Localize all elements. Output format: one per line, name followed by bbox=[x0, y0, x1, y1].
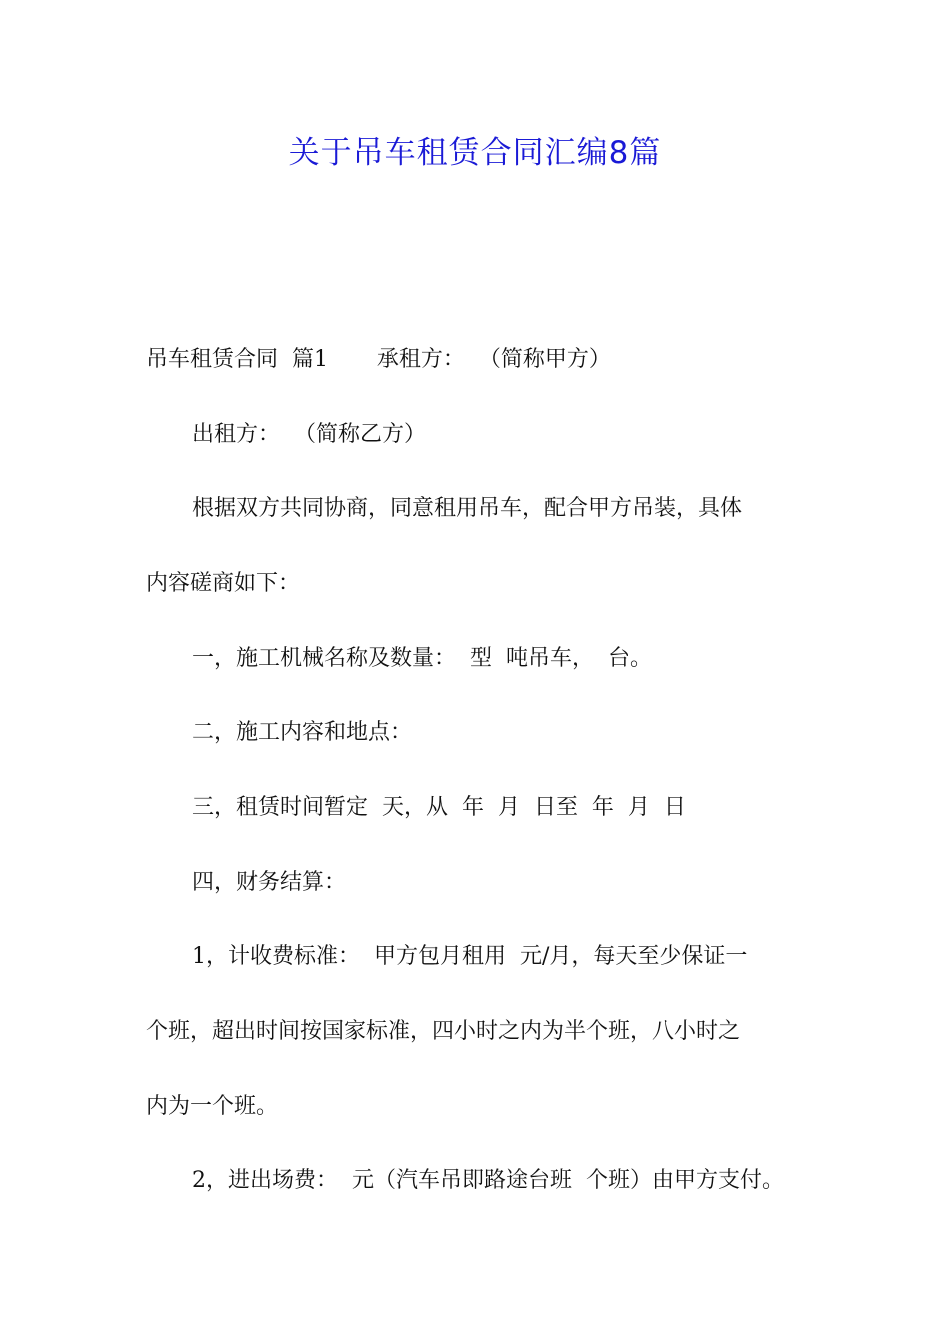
paragraph-line-5: 一，施工机械名称及数量： 型 吨吊车， 台。 bbox=[192, 646, 652, 671]
paragraph-line-1: 吊车租赁合同 篇1 承租方： （简称甲方） bbox=[146, 347, 611, 372]
paragraph-line-11: 内为一个班。 bbox=[146, 1094, 279, 1119]
paragraph-line-6: 二，施工内容和地点： bbox=[192, 720, 413, 745]
paragraph-line-3: 根据双方共同协商，同意租用吊车，配合甲方吊装，具体 bbox=[192, 496, 743, 521]
paragraph-line-2: 出租方： （简称乙方） bbox=[192, 422, 426, 447]
paragraph-line-7: 三，租赁时间暂定 天，从 年 月 日至 年 月 日 bbox=[192, 795, 686, 820]
paragraph-line-4: 内容磋商如下： bbox=[146, 571, 301, 596]
document-title: 关于吊车租赁合同汇编8篇 bbox=[288, 135, 662, 171]
paragraph-line-8: 四，财务结算： bbox=[192, 870, 347, 895]
paragraph-line-10: 个班，超出时间按国家标准，四小时之内为半个班，八小时之 bbox=[146, 1019, 741, 1044]
paragraph-line-12: 2，进出场费： 元（汽车吊即路途台班 个班）由甲方支付。 bbox=[192, 1168, 784, 1193]
paragraph-line-9: 1，计收费标准： 甲方包月租用 元/月，每天至少保证一 bbox=[192, 944, 748, 969]
